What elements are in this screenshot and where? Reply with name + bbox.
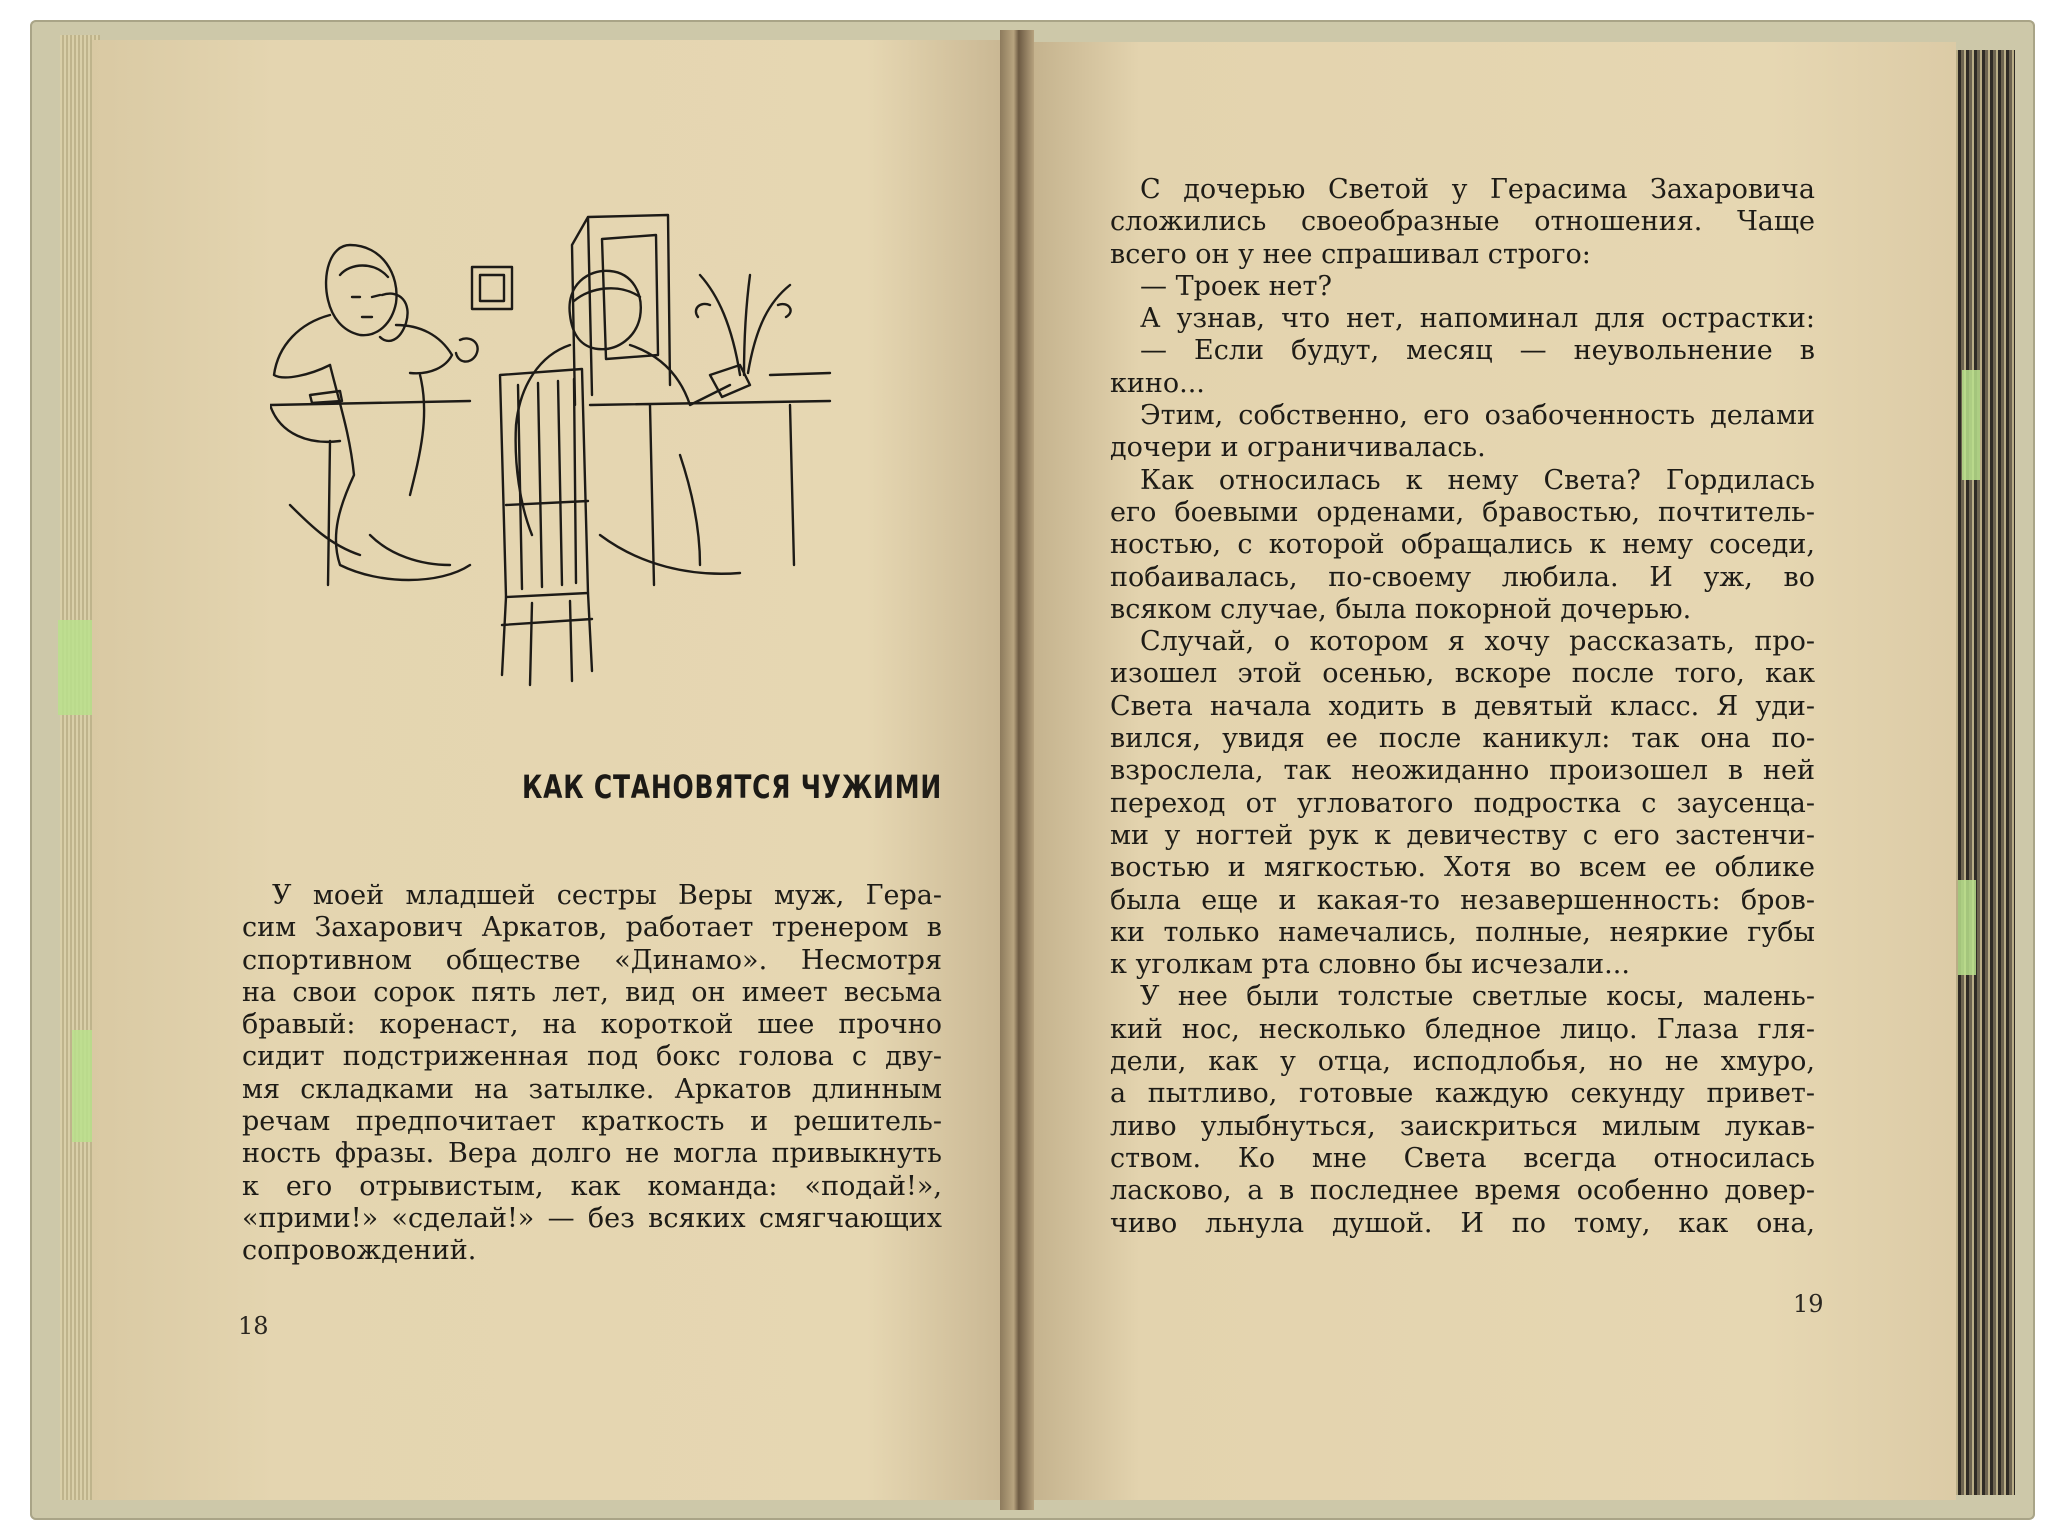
text-line: изошел этой осенью, вскоре после того, как (1110, 658, 1815, 690)
text-line: ностью, с которой обращались к нему соседи, (1110, 529, 1815, 561)
text-line: а пытливо, готовые каждую секунду привет- (1110, 1078, 1815, 1110)
page-number-left: 18 (238, 1312, 269, 1340)
text-line: дочери и ограничивалась. (1110, 432, 1486, 464)
text-line: бравый: коренаст, на короткой шее прочно (242, 1009, 942, 1041)
text-line: Как относилась к нему Света? Гордилась (1140, 464, 1815, 496)
text-line: У нее были толстые светлые косы, малень- (1140, 981, 1815, 1013)
text-line: взрослела, так неожиданно произошел в ней (1110, 755, 1815, 787)
text-line: сидит подстриженная под бокс голова с дву- (242, 1041, 942, 1073)
sticky-tab (1962, 370, 1980, 480)
text-line: сложились своеобразные отношения. Чаще (1110, 206, 1815, 238)
text-line: Случай, о котором я хочу рассказать, про- (1140, 626, 1815, 658)
text-line: сопровождений. (242, 1235, 477, 1267)
text-line: «прими!» «сделай!» — без всяких смягчающих (242, 1202, 942, 1234)
book-gutter (1000, 30, 1034, 1510)
right-page-text (1110, 174, 1815, 1240)
text-line: Света начала ходить в девятый класс. Я уди- (1110, 690, 1815, 722)
text-line: на свои сорок пять лет, вид он имеет весьма (242, 976, 942, 1008)
chapter-title: КАК СТАНОВЯТСЯ ЧУЖИМИ (521, 768, 942, 806)
text-line: С дочерью Светой у Герасима Захаровича (1140, 174, 1815, 205)
text-line: побаивалась, по-своему любила. И уж, во (1110, 561, 1815, 593)
text-line: ми у ногтей рук к девичеству с его застенчи- (1110, 819, 1815, 851)
page-number-right: 19 (1793, 1290, 1824, 1318)
right-page-edges (1950, 50, 2015, 1495)
text-line: У моей младшей сестры Веры муж, Гера- (272, 880, 942, 911)
text-line: всего он у нее спрашивал строго: (1110, 238, 1591, 270)
text-line: вился, увидя ее после каникул: так она по- (1110, 723, 1815, 755)
text-line: дели, как у отца, исподлобья, но не хмуро, (1110, 1046, 1815, 1078)
text-line: ством. Ко мне Света всегда относилась (1110, 1142, 1815, 1174)
text-line: была еще и какая-то незавершенность: бров- (1110, 884, 1815, 916)
text-line: переход от угловатого подростка с заусенца- (1110, 787, 1815, 819)
text-line: — Троек нет? (1140, 270, 1332, 302)
text-line: его боевыми орденами, бравостью, почтитель- (1110, 496, 1815, 528)
text-line: речам предпочитает краткость и решитель- (242, 1106, 942, 1138)
text-line: к его отрывистым, как команда: «подай!», (242, 1170, 942, 1202)
text-line: ласково, а в последнее время особенно довер- (1110, 1175, 1815, 1207)
text-line: А узнав, что нет, напоминал для острастки: (1140, 303, 1815, 335)
text-line: кий нос, несколько бледное лицо. Глаза гля- (1110, 1013, 1815, 1045)
illustration-girl-and-father (270, 205, 850, 705)
text-line: востью и мягкостью. Хотя во всем ее облике (1110, 852, 1815, 884)
text-line: ность фразы. Вера долго не могла привыкнуть (242, 1138, 942, 1170)
sticky-tab (1958, 880, 1976, 975)
text-line: чиво льнула душой. И по тому, как она, (1110, 1207, 1815, 1239)
text-line: Этим, собственно, его озабоченность делами (1140, 400, 1815, 432)
left-page-paragraph (242, 880, 942, 1268)
text-line: спортивном обществе «Динамо». Несмотря (242, 944, 942, 976)
text-line: сим Захарович Аркатов, работает тренером в (242, 912, 942, 944)
text-line: всяком случае, была покорной дочерью. (1110, 593, 1692, 625)
text-line: — Если будут, месяц — неувольнение в (1140, 335, 1815, 367)
text-line: к уголкам рта словно бы исчезали... (1110, 949, 1630, 981)
text-line: ливо улыбнуться, заискриться милым лукав- (1110, 1110, 1815, 1142)
text-line: ки только намечались, полные, неяркие губы (1110, 916, 1815, 948)
text-line: мя складками на затылке. Аркатов длинным (242, 1073, 942, 1105)
text-line: кино... (1110, 367, 1205, 399)
